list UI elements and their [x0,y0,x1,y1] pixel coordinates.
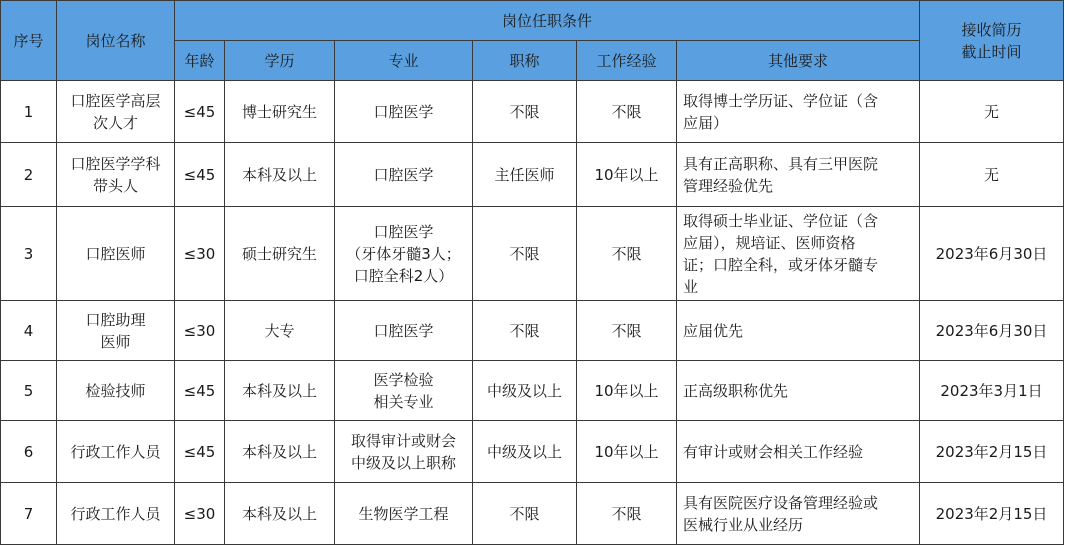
cell-age: ≤30 [175,207,225,301]
cell-position: 口腔助理 医师 [57,301,175,361]
header-major: 专业 [335,41,473,81]
cell-education: 本科及以上 [225,361,335,421]
cell-position: 口腔医学学科 带头人 [57,143,175,207]
cell-title: 中级及以上 [473,421,577,483]
cell-age: ≤30 [175,483,225,545]
cell-education: 本科及以上 [225,483,335,545]
cell-major: 取得审计或财会 中级及以上职称 [335,421,473,483]
cell-major: 口腔医学 [335,301,473,361]
cell-deadline: 2023年6月30日 [920,301,1064,361]
cell-major: 医学检验 相关专业 [335,361,473,421]
header-experience: 工作经验 [577,41,677,81]
cell-title: 中级及以上 [473,361,577,421]
cell-experience: 10年以上 [577,361,677,421]
cell-major: 口腔医学 [335,143,473,207]
cell-education: 大专 [225,301,335,361]
cell-experience: 10年以上 [577,421,677,483]
cell-other: 有审计或财会相关工作经验 [677,421,920,483]
cell-other: 正高级职称优先 [677,361,920,421]
cell-age: ≤45 [175,421,225,483]
header-age: 年龄 [175,41,225,81]
cell-education: 博士研究生 [225,81,335,143]
header-other: 其他要求 [677,41,920,81]
cell-deadline: 2023年6月30日 [920,207,1064,301]
cell-other: 取得博士学历证、学位证（含 应届） [677,81,920,143]
table-row [1,301,1064,361]
cell-experience: 不限 [577,81,677,143]
cell-title: 不限 [473,207,577,301]
header-position: 岗位名称 [57,1,175,81]
table-row [1,81,1064,143]
header-deadline: 接收简历 截止时间 [920,1,1064,81]
cell-deadline: 无 [920,81,1064,143]
cell-title: 不限 [473,81,577,143]
cell-experience: 不限 [577,483,677,545]
cell-seq: 6 [1,421,57,483]
cell-deadline: 2023年2月15日 [920,483,1064,545]
cell-position: 口腔医师 [57,207,175,301]
cell-title: 主任医师 [473,143,577,207]
cell-title: 不限 [473,301,577,361]
header-row-top [1,1,1064,41]
table-row [1,207,1064,301]
cell-position: 检验技师 [57,361,175,421]
cell-seq: 3 [1,207,57,301]
cell-experience: 不限 [577,301,677,361]
cell-position: 行政工作人员 [57,483,175,545]
cell-other: 取得硕士毕业证、学位证（含 应届），规培证、医师资格 证；口腔全科，或牙体牙髓专 业 [677,207,920,301]
cell-deadline: 无 [920,143,1064,207]
cell-title: 不限 [473,483,577,545]
cell-seq: 4 [1,301,57,361]
header-conditions: 岗位任职条件 [175,1,920,41]
cell-age: ≤45 [175,81,225,143]
cell-education: 本科及以上 [225,421,335,483]
cell-other: 应届优先 [677,301,920,361]
table-row [1,143,1064,207]
header-seq: 序号 [1,1,57,81]
header-title: 职称 [473,41,577,81]
cell-education: 本科及以上 [225,143,335,207]
cell-age: ≤45 [175,361,225,421]
cell-seq: 2 [1,143,57,207]
cell-major: 口腔医学 （牙体牙髓3人； 口腔全科2人） [335,207,473,301]
cell-position: 口腔医学高层 次人才 [57,81,175,143]
cell-seq: 5 [1,361,57,421]
table-row [1,421,1064,483]
cell-major: 口腔医学 [335,81,473,143]
cell-experience: 不限 [577,207,677,301]
table-row [1,361,1064,421]
cell-seq: 1 [1,81,57,143]
cell-age: ≤45 [175,143,225,207]
cell-age: ≤30 [175,301,225,361]
cell-deadline: 2023年2月15日 [920,421,1064,483]
cell-experience: 10年以上 [577,143,677,207]
cell-education: 硕士研究生 [225,207,335,301]
cell-other: 具有医院医疗设备管理经验或 医械行业从业经历 [677,483,920,545]
header-education: 学历 [225,41,335,81]
cell-major: 生物医学工程 [335,483,473,545]
cell-other: 具有正高职称、具有三甲医院 管理经验优先 [677,143,920,207]
cell-position: 行政工作人员 [57,421,175,483]
cell-seq: 7 [1,483,57,545]
table-row [1,483,1064,545]
cell-deadline: 2023年3月1日 [920,361,1064,421]
